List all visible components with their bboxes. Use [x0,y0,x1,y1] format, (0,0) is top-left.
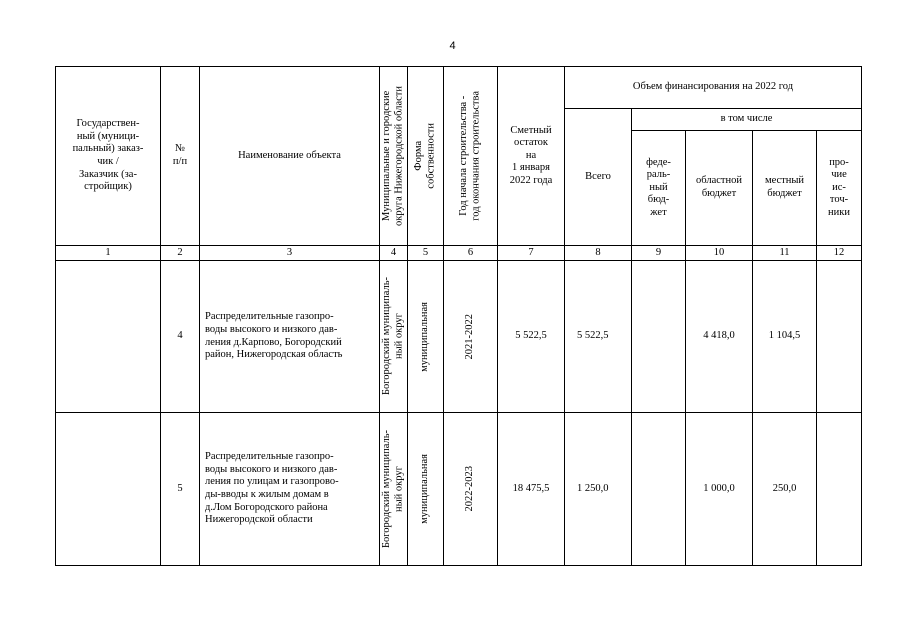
row-other [817,261,862,413]
row-total: 1 250,0 [565,413,632,566]
col-number: 10 [686,246,753,261]
row-regional: 4 418,0 [686,261,753,413]
row-regional: 1 000,0 [686,413,753,566]
col-number: 3 [200,246,380,261]
col-number: 8 [565,246,632,261]
col-number: 2 [161,246,200,261]
row-object-name: Распределительные газопро- воды высокого и низкого дав- ления д.Карпово, Богородский район, Нижегородская область [200,261,380,413]
header-local: местный бюджет [753,131,817,246]
header-municipality: Муниципальные и городские округа Нижегородской области [380,86,405,226]
col-number: 5 [408,246,444,261]
header-including: в том числе [632,109,862,131]
row-object-name: Распределительные газопро- воды высокого и низкого дав- ления по улицам и газопрово- ды-вводы к жилым домам в д.Лом Богородского района Нижегородской области [200,413,380,566]
row-ownership: муниципальная [419,454,431,524]
row-local: 1 104,5 [753,261,817,413]
col-number: 4 [380,246,408,261]
header-object-name: Наименование объекта [200,66,380,246]
header-federal: феде- раль- ный бюд- жет [632,131,686,246]
row-num: 4 [161,261,200,413]
row-years: 2022-2023 [464,466,476,512]
row-federal [632,413,686,566]
row-other [817,413,862,566]
row-customer [55,261,161,413]
col-number: 1 [55,246,161,261]
row-years: 2021-2022 [464,313,476,360]
col-number: 9 [632,246,686,261]
row-ownership: муниципальная [419,301,431,372]
header-years: Год начала строительства - год окончания строительства [457,91,482,221]
col-number: 6 [444,246,498,261]
col-number: 11 [753,246,817,261]
header-num: № п/п [161,66,200,246]
header-ownership: Форма собственности [412,123,437,189]
row-municipality: Богородский муниципаль- ный округ [380,429,405,548]
row-municipality: Богородский муниципаль- ный округ [380,277,405,396]
header-customer: Государствен- ный (муници- пальный) заказ- чик / Заказчик (за- стройщик) [55,66,161,246]
row-total: 5 522,5 [565,261,632,413]
row-num: 5 [161,413,200,566]
header-funding: Объем финансирования на 2022 год [565,66,862,109]
page-number: 4 [449,40,456,52]
row-customer [55,413,161,566]
row-local: 250,0 [753,413,817,566]
header-total: Всего [565,109,632,246]
header-regional: областной бюджет [686,131,753,246]
row-federal [632,261,686,413]
row-estimate: 5 522,5 [498,261,565,413]
row-estimate: 18 475,5 [498,413,565,566]
col-number: 12 [817,246,862,261]
col-number: 7 [498,246,565,261]
header-other: про- чие ис- точ- ники [817,131,862,246]
header-estimate: Сметный остаток на 1 января 2022 года [498,66,565,246]
